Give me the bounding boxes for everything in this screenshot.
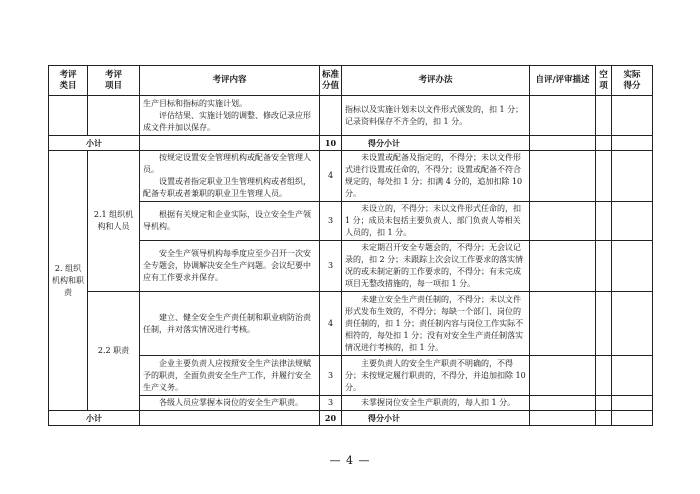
description-cell [530, 151, 596, 202]
method-cell [342, 96, 530, 136]
header-score [320, 66, 342, 96]
method-cell: 未建立安全生产责任制的，不得分；未以文件形式发布生效的，不得分；每缺一个部门、岗位的责任制的，扣 1 分；责任制内容与岗位工作实际不相符的，每处扣 1 分；没有对安全生产责任制落实情况进行考核的，扣 1 分。 [342, 292, 530, 356]
header-method [342, 66, 530, 96]
empty-cell [596, 292, 612, 356]
content-cell: 企业主要负责人应按照安全生产法律法规赋予的职责，全面负责安全生产工作，并履行安全生产义务。 [140, 356, 320, 396]
subtotal-right-label: 得分小计 [342, 411, 530, 426]
page-number: — 4 — [329, 454, 371, 467]
method-cell: 未设立的，不得分；未以文件形式任命的，扣 1 分；成员未包括主要负责人、部门负责人等相关人员的，扣 1 分。 [342, 202, 530, 241]
header-content [140, 66, 320, 96]
sub-item-label: 2.1 组织机构和人员 [93, 210, 134, 231]
method-cell: 未定期召开安全专题会的，不得分；无会议记录的，扣 2 分；未跟踪上次会议工作要求的落实情况的或未制定新的工作要求的，不得分；有未完成项目无整改措施的，每一项扣 1 分。 [342, 241, 530, 292]
description-cell [530, 292, 596, 356]
content-cell [140, 151, 320, 202]
content-cell: 安全生产领导机构每季度应至少召开一次安全专题会，协调解决安全生产问题。会议纪要中应有工作要求并保存。 [140, 241, 320, 292]
score-cell: 4 [320, 292, 342, 356]
score-cell: 3 [320, 241, 342, 292]
description-cell [530, 356, 596, 396]
actual-cell [612, 292, 653, 356]
header-score-text: 标准 分值 [321, 69, 339, 91]
method-cell: 主要负责人的安全生产职责不明确的，不得分；未按规定履行职责的，不得分，并追加扣除 10 分。 [342, 356, 530, 396]
subtotal-blank [140, 411, 320, 426]
table-row [49, 202, 653, 241]
header-actual-text: 实际 得分 [623, 69, 641, 91]
score-cell [320, 96, 342, 136]
subtotal-score: 20 [320, 411, 342, 426]
empty-cell [596, 241, 612, 292]
method-text: 指标以及实施计划未以文件形式颁发的，扣 1 分；记录资料保存不齐全的，扣 1 分。 [345, 104, 524, 126]
score-cell: 3 [320, 356, 342, 396]
subtotal-score: 10 [320, 136, 342, 151]
description-cell [530, 96, 596, 136]
item-cell [88, 96, 140, 136]
empty-cell [596, 356, 612, 396]
content-cell: 建立、健全安全生产责任制和职业病防治责任制，并对落实情况进行考核。 [140, 292, 320, 356]
table-row [49, 396, 653, 411]
subtotal-blank [530, 411, 596, 426]
subtotal-row [49, 136, 653, 151]
header-category [49, 66, 88, 96]
header-description-text: 自评/评审描述 [535, 75, 590, 85]
subtotal-blank [140, 136, 320, 151]
actual-cell [612, 356, 653, 396]
subtotal-blank [612, 411, 653, 426]
empty-cell [596, 396, 612, 411]
table-header-row [49, 66, 653, 96]
content-cell: 根据有关规定和企业实际，设立安全生产领导机构。 [140, 202, 320, 241]
category-cell [49, 96, 88, 136]
description-cell [530, 396, 596, 411]
method-cell: 未设置或配备及指定的，不得分；未以文件形式进行设置或任命的，不得分；设置或配备不符合规定的，每处扣 1 分；扣满 4 分的，追加扣除 10 分。 [342, 151, 530, 202]
actual-cell [612, 151, 653, 202]
content-text: 设置或者指定职业卫生管理机构或者组织，配备专职或者兼职的职业卫生管理人员。 [143, 177, 311, 198]
empty-cell [596, 202, 612, 241]
subtotal-row [49, 411, 653, 426]
method-cell: 未掌握岗位安全生产职责的，每人扣 1 分。 [342, 396, 530, 411]
subtotal-blank [596, 411, 612, 426]
sub-item-label: 2.2 职责 [97, 346, 130, 355]
empty-cell [596, 151, 612, 202]
header-description [530, 66, 596, 96]
actual-cell [612, 396, 653, 411]
score-cell: 4 [320, 151, 342, 202]
description-cell [530, 241, 596, 292]
category-label: 2. 组织机构和职责 [52, 263, 84, 297]
evaluation-table [48, 65, 653, 426]
header-empty [596, 66, 612, 96]
content-cell: 各级人员应掌握本岗位的安全生产职责。 [140, 396, 320, 411]
score-cell: 3 [320, 202, 342, 241]
header-item-text: 考评 项目 [104, 69, 122, 91]
subtotal-blank [530, 136, 596, 151]
header-content-text: 考评内容 [212, 75, 247, 85]
content-text: 生产目标和指标的实施计划。 [143, 98, 247, 108]
content-text: 按规定设置安全管理机构或配备安全管理人员。 [143, 153, 311, 174]
table-row [49, 151, 653, 202]
content-text: 评估结果、实施计划的调整、修改记录应形成文件并加以保存。 [143, 110, 311, 132]
header-item [88, 66, 140, 96]
table-row [49, 356, 653, 396]
subtotal-blank [596, 136, 612, 151]
category-cell [49, 151, 88, 411]
score-cell: 3 [320, 396, 342, 411]
empty-cell [596, 96, 612, 136]
header-actual [612, 66, 653, 96]
header-method-text: 考评办法 [418, 75, 453, 85]
header-empty-text: 空 项 [599, 69, 608, 91]
subtotal-blank [612, 136, 653, 151]
description-cell [530, 202, 596, 241]
actual-cell [612, 202, 653, 241]
content-cell [140, 96, 320, 136]
subtotal-label: 小计 [49, 411, 140, 426]
header-category-text: 考评 类目 [59, 69, 77, 91]
sub-item-cell [88, 292, 140, 411]
actual-cell [612, 241, 653, 292]
sub-item-cell [88, 151, 140, 292]
table-row [49, 292, 653, 356]
subtotal-label: 小计 [49, 136, 140, 151]
actual-cell [612, 96, 653, 136]
subtotal-right-label: 得分小计 [342, 136, 530, 151]
table-row [49, 241, 653, 292]
table-row [49, 96, 653, 136]
